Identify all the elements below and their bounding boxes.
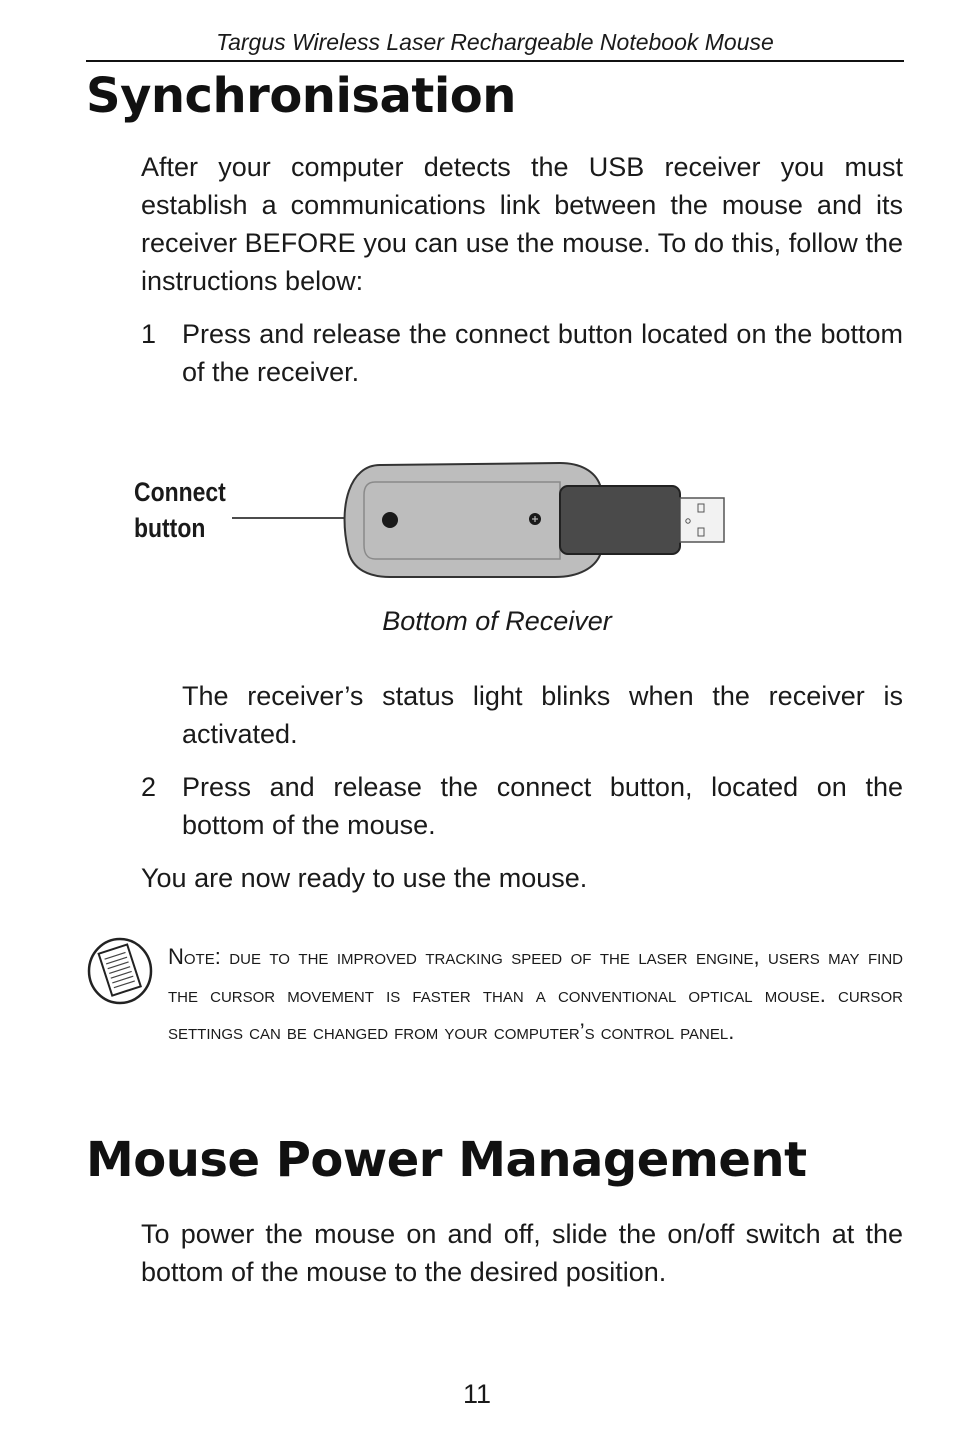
note-text: Note: due to the improved tracking speed of the laser engine, users may find the cursor movement is faster than a conventional optical mouse. cursor settings can be changed from your computer’s control panel. [168, 944, 903, 1044]
figure-caption: Bottom of Receiver [382, 606, 612, 636]
page-number: 11 [462, 1379, 492, 1409]
callout-line-2: button [134, 513, 206, 543]
usb-receiver-illustration [230, 455, 730, 585]
step-text: Press and release the connect button located on the bottom of the receiver. [182, 319, 903, 387]
section-heading-mouse-power-management: Mouse Power Management [86, 1132, 807, 1188]
step-text: Press and release the connect button, located on the bottom of the mouse. [182, 772, 903, 840]
step-number: 1 [141, 319, 157, 349]
connect-button-callout [134, 474, 226, 546]
power-paragraph: To power the mouse on and off, slide the on/off switch at the bottom of the mouse to the desired position. [141, 1219, 903, 1287]
running-header: Targus Wireless Laser Rechargeable Notebook Mouse [86, 28, 904, 62]
status-light-paragraph: The receiver’s status light blinks when the receiver is activated. [182, 681, 903, 749]
callout-line-1: Connect [134, 477, 226, 507]
intro-paragraph: After your computer detects the USB receiver you must establish a communications link between the mouse and its receiver BEFORE you can use the mouse. To do this, follow the instructions below: [141, 152, 903, 296]
note-pad-icon [86, 934, 154, 1008]
ready-paragraph: You are now ready to use the mouse. [141, 863, 588, 893]
step-number: 2 [141, 772, 157, 802]
section-heading-synchronisation: Synchronisation [86, 68, 516, 124]
